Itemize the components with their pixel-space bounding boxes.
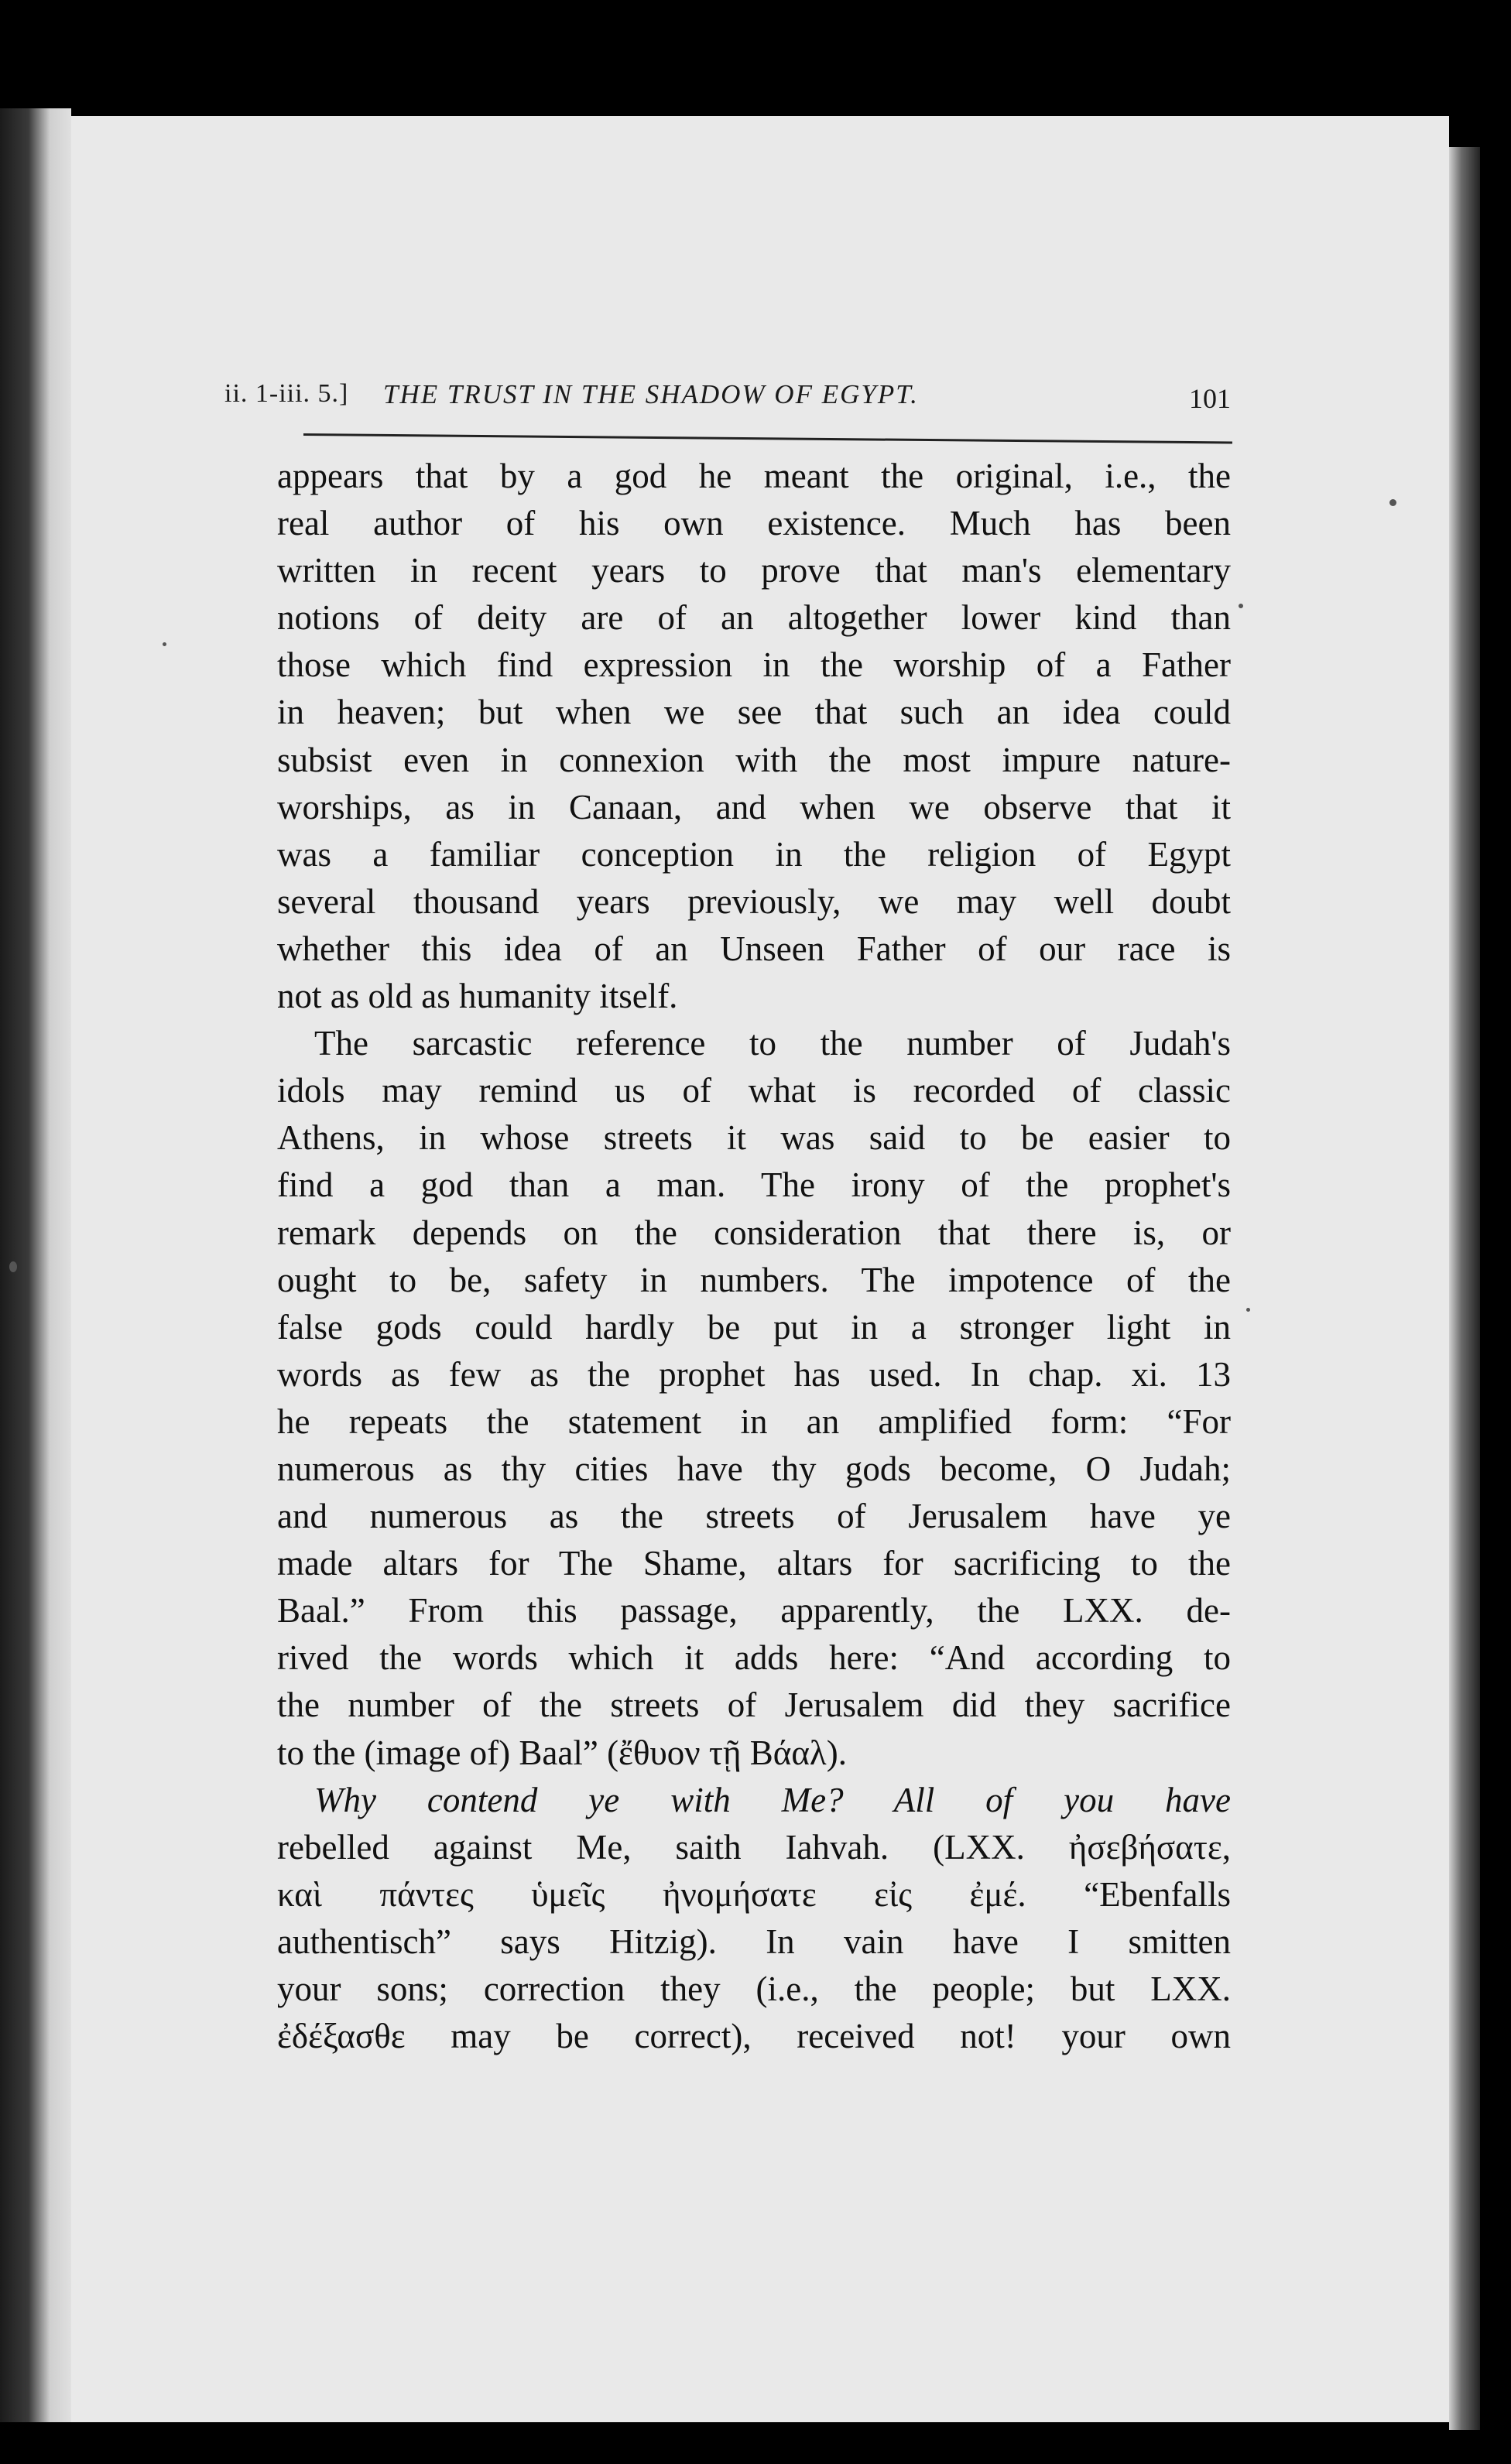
text-line: whether this idea of an Unseen Father of our race is xyxy=(277,929,1231,968)
text-line: several thousand years previously, we may well doubt xyxy=(277,881,1231,921)
text-line: find a god than a man. The irony of the prophet's xyxy=(277,1165,1231,1205)
text-line: in heaven; but when we see that such an idea could xyxy=(277,693,1231,732)
text-line: καὶ πάντες ὑμεῖς ἠνομήσατε εἰς ἐμέ. “Ebenfalls xyxy=(277,1874,1231,1914)
text-line: and numerous as the streets of Jerusalem have ye xyxy=(277,1497,1231,1536)
text-line: those which find expression in the worship of a Father xyxy=(277,645,1231,685)
text-line: was a familiar conception in the religion of Egypt xyxy=(277,834,1231,874)
running-title: THE TRUST IN THE SHADOW OF EGYPT. xyxy=(383,379,919,409)
text-line: made altars for The Shame, altars for sacrificing to the xyxy=(277,1544,1231,1583)
text-line: worships, as in Canaan, and when we observe that it xyxy=(277,787,1231,826)
text-line: real author of his own existence. Much has been xyxy=(277,504,1231,543)
text-line: words as few as the prophet has used. In chap. xi. 13 xyxy=(277,1354,1231,1394)
running-header xyxy=(224,379,1231,426)
text-line: Athens, in whose streets it was said to be easier to xyxy=(277,1118,1231,1158)
text-line: rebelled against Me, saith Iahvah. (LXX. ἠσεβήσατε, xyxy=(277,1827,1231,1867)
text-line: Baal.” From this passage, apparently, the LXX. de- xyxy=(277,1591,1231,1631)
text-line: to the (image of) Baal” (ἔθυον τῇ Βάαλ). xyxy=(277,1733,847,1772)
text-line: rived the words which it adds here: “And according to xyxy=(277,1638,1231,1678)
text-line: subsist even in connexion with the most impure nature- xyxy=(277,740,1231,779)
text-line: ought to be, safety in numbers. The impotence of the xyxy=(277,1260,1231,1299)
text-line: notions of deity are of an altogether lower kind than xyxy=(277,598,1231,638)
section-reference: ii. 1-iii. 5.] xyxy=(224,379,349,408)
text-line: false gods could hardly be put in a stronger light in xyxy=(277,1307,1231,1347)
text-line: not as old as humanity itself. xyxy=(277,977,678,1016)
page-number: 101 xyxy=(1189,383,1231,414)
text-line: the number of the streets of Jerusalem did they sacrifice xyxy=(277,1685,1231,1725)
print-speck xyxy=(163,642,166,646)
text-line: numerous as thy cities have thy gods become, O Judah; xyxy=(277,1449,1231,1488)
text-line: appears that by a god he meant the original, i.e., the xyxy=(277,457,1231,495)
text-line: written in recent years to prove that man's elementary xyxy=(277,551,1231,590)
text-line: ἐδέξασθε may be correct), received not! your own xyxy=(277,2017,1231,2056)
body-text xyxy=(277,453,1231,2060)
text-line: your sons; correction they (i.e., the people; but LXX. xyxy=(277,1969,1231,2008)
text-line: remark depends on the consideration that there is, or xyxy=(277,1213,1231,1252)
text-line: idols may remind us of what is recorded of classic xyxy=(277,1071,1231,1111)
print-speck xyxy=(1239,604,1243,608)
print-speck xyxy=(1389,499,1396,506)
print-speck xyxy=(9,1261,17,1272)
text-line: he repeats the statement in an amplified form: “For xyxy=(277,1401,1231,1441)
text-line: authentisch” says Hitzig). In vain have I smitten xyxy=(277,1922,1231,1961)
text-line: The sarcastic reference to the number of Judah's xyxy=(314,1024,1231,1063)
text-line: Why contend ye with Me? All of you have xyxy=(314,1780,1231,1819)
print-speck xyxy=(1246,1308,1250,1312)
page-edge-shadow xyxy=(1449,147,1480,2430)
